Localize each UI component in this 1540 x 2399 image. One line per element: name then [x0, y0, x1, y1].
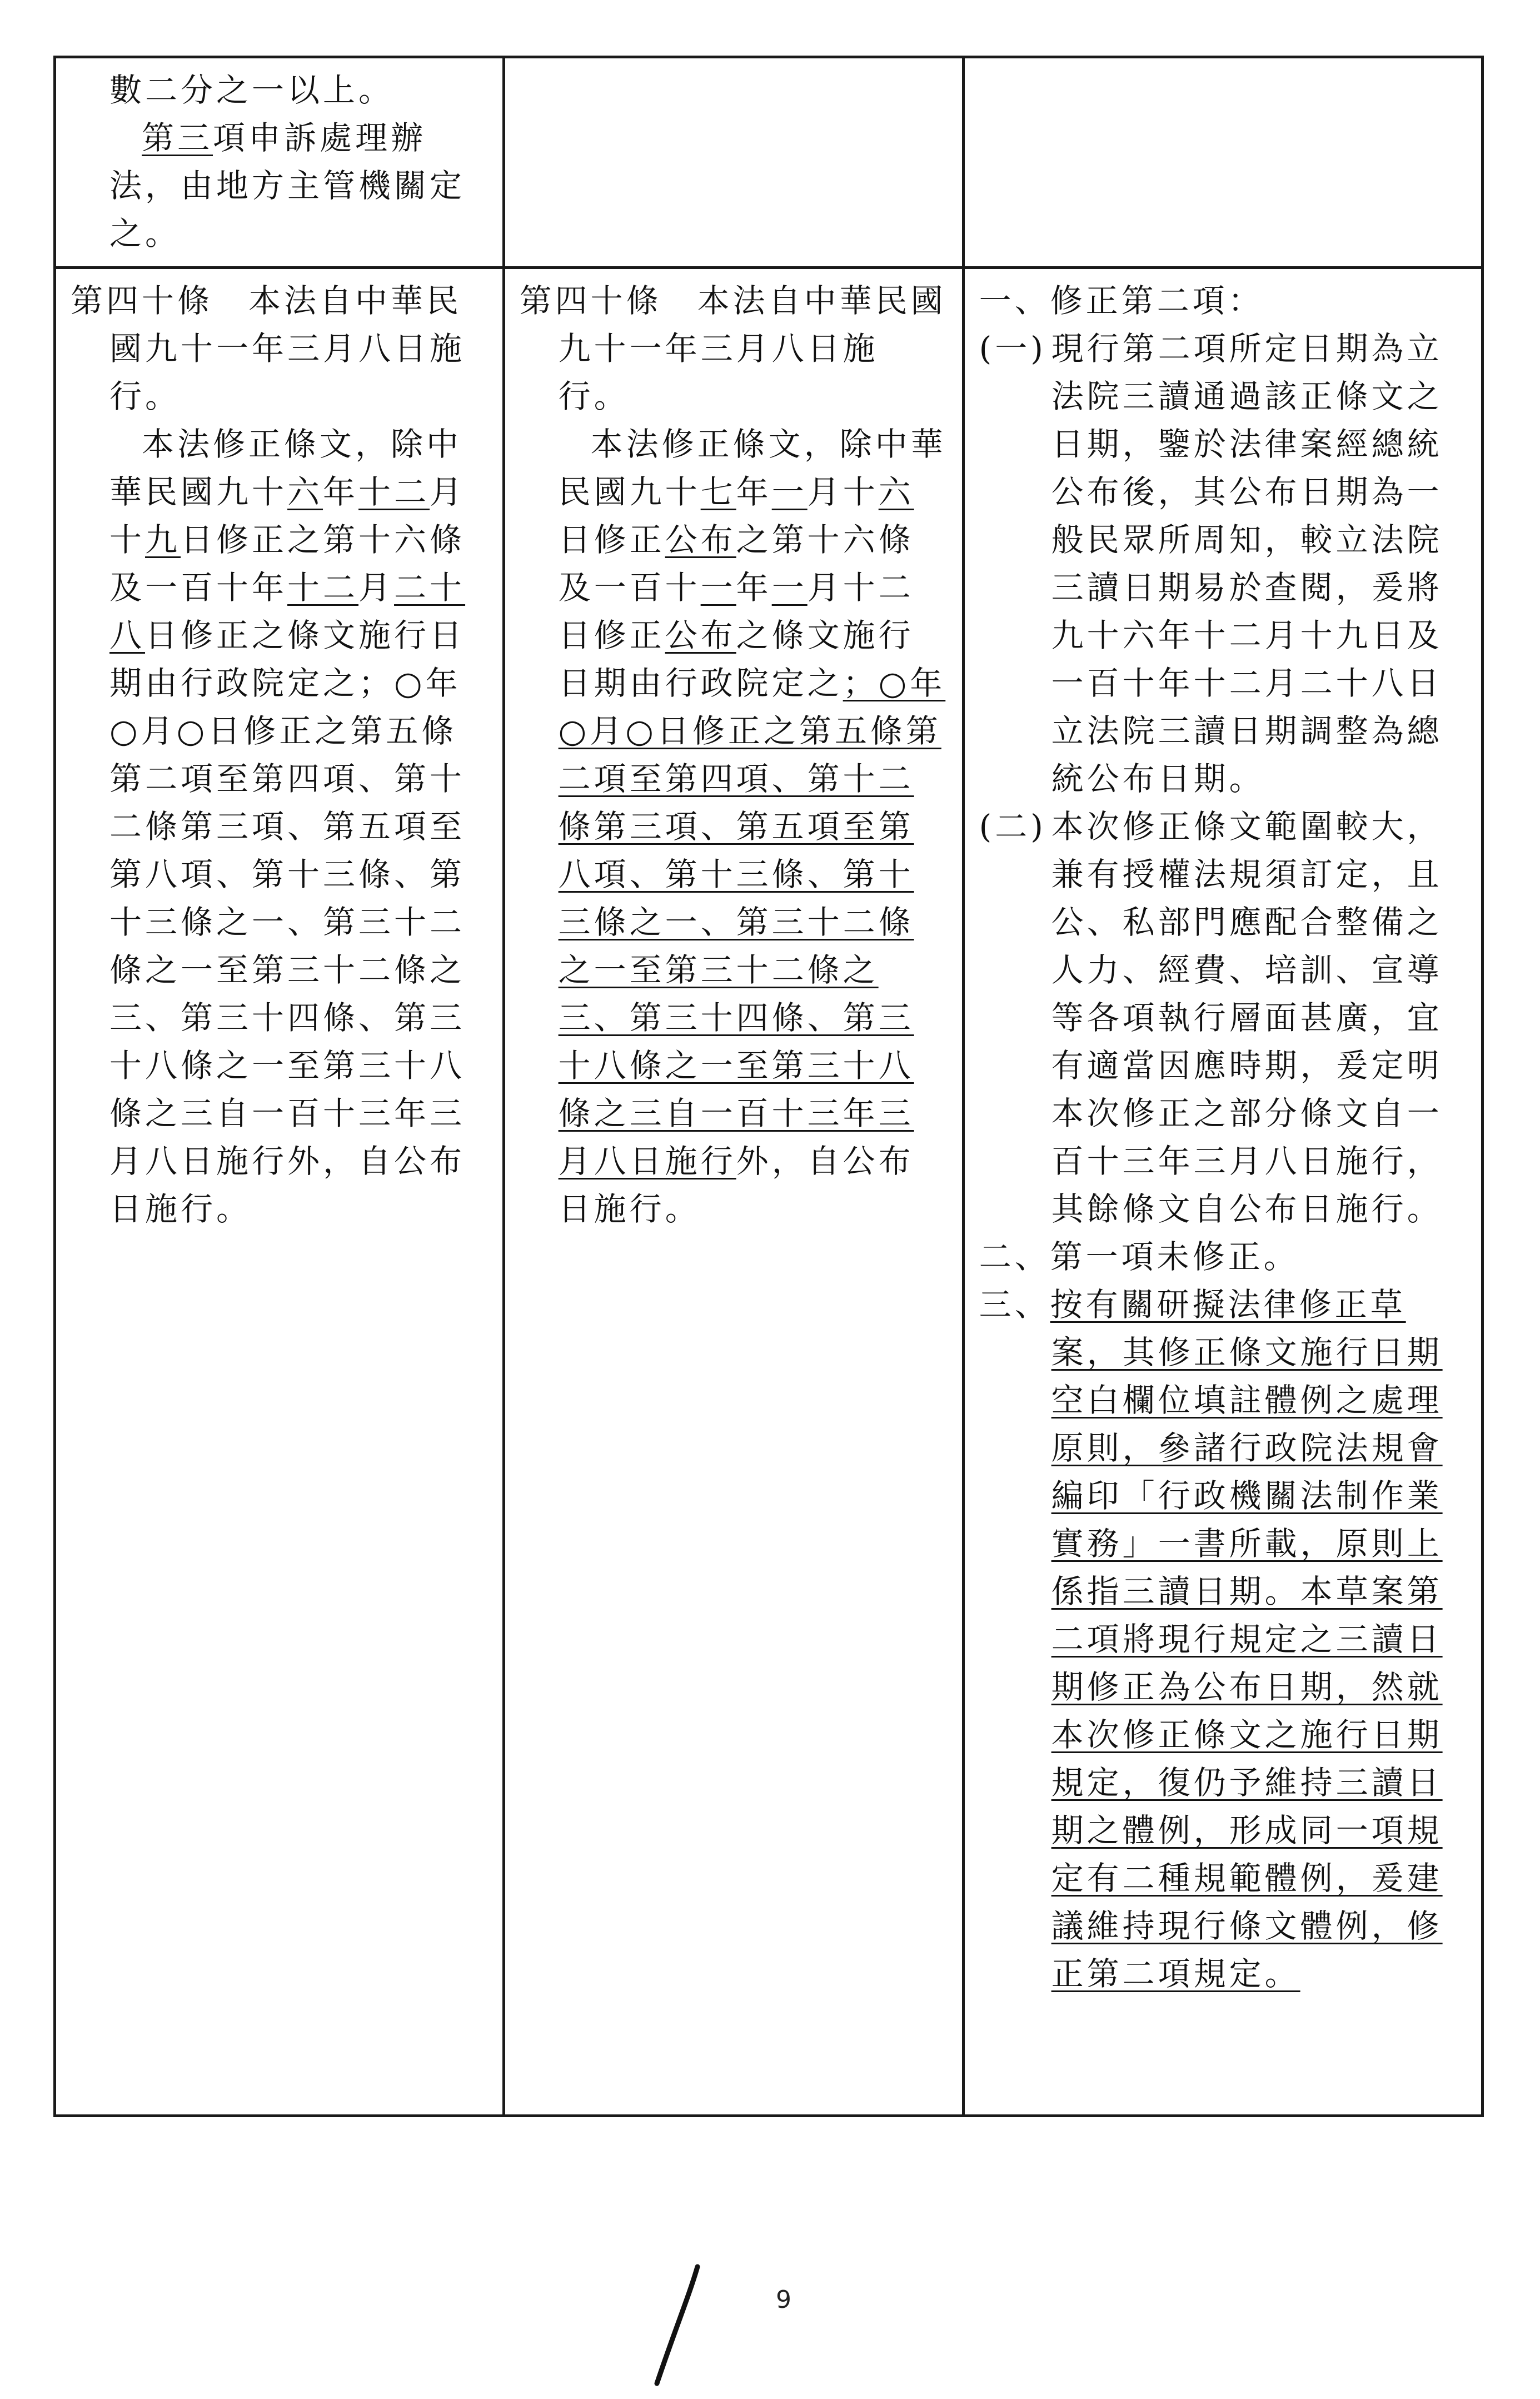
underlined-text: 七 — [700, 473, 736, 511]
amended-article-para-2 — [520, 420, 948, 1233]
underlined-text: 十二 — [287, 569, 359, 606]
note-subitem-1 — [979, 325, 1467, 803]
table-row-continued — [55, 57, 1483, 268]
text-span: 月十 — [109, 473, 466, 559]
note-item-3 — [979, 1281, 1467, 1998]
cell-empty-right — [963, 57, 1482, 268]
text-span: 年 — [736, 569, 772, 606]
article-text: 本法自中華民國九十一年三月八日施行。 — [558, 282, 946, 415]
underlined-text: 六 — [878, 473, 914, 511]
cell-amended-article — [504, 268, 963, 2116]
current-article-para-1 — [71, 277, 488, 420]
note-item-2 — [979, 1233, 1467, 1281]
underlined-text: ；○年○月○日修正之第五條第二項至第四項、第十二條第三項、第五項至第八項、第十三條、第十三條之一、第三十二條之一至第三十二條之三、第三十四條、第三十八條之一至第三十八條之三自一百十三年三月八日施行 — [558, 664, 946, 1180]
text-span: 之第十六條及一百十 — [558, 521, 914, 606]
text-span: 本法修正條文，除中華民國九十 — [558, 425, 946, 511]
list-label: (一) — [979, 330, 1046, 367]
text-span: 日修正 — [558, 521, 665, 559]
list-label: 一、 — [979, 282, 1050, 320]
note-subitem-2 — [979, 803, 1467, 1233]
continued-line-4: 之。 — [109, 215, 181, 252]
continued-line-1: 數二分之一以上。 — [109, 71, 395, 109]
text-span: 年 — [736, 473, 772, 511]
table-row-article-40 — [55, 268, 1483, 2116]
text-span: 項申訴處理辦 — [213, 119, 427, 157]
continued-line-2 — [71, 114, 488, 162]
text-span: 之條文施行日期由行政院定之 — [558, 616, 914, 702]
cell-current-article — [55, 268, 504, 2116]
article-number: 第四十條 — [71, 282, 213, 320]
underlined-text: 二十八 — [109, 569, 466, 654]
list-text: 本次修正條文範圍較大，兼有授權法規須訂定，且公、私部門應配合整備之人力、經費、培訓、宣導等各項執行層面甚廣，宜有適當因應時期，爰定明本次修正之部分條文自一百十三年三月八日施行，其餘條文自公布日施行。 — [1051, 808, 1443, 1228]
list-label: 三、 — [979, 1286, 1050, 1323]
list-label: 二、 — [979, 1238, 1050, 1276]
underlined-text: 一 — [771, 473, 808, 511]
list-label: (二) — [979, 808, 1046, 845]
underlined-text: 按有關研擬法律修正草案，其修正條文施行日期空白欄位填註體例之處理原則，參諸行政院法規會編印「行政機關法制作業實務」一書所載，原則上係指三讀日期。本草案第二項將現行規定之三讀日期修正為公布日期，然就本次修正條文之施行日期規定，復仍予維持三讀日期之體例，形成同一項規定有二種規範體例，爰建議維持現行條文體例，修正第二項規定。 — [1050, 1286, 1443, 1993]
comparison-table — [53, 56, 1484, 2117]
text-span: 年 — [323, 473, 359, 511]
underlined-text: 公布 — [665, 616, 736, 654]
handwritten-stroke-mark — [645, 2262, 711, 2390]
underlined-text: 公布 — [665, 521, 736, 559]
list-text: 現行第二項所定日期為立法院三讀通過該正條文之日期，鑒於法律案經總統公布後，其公布日期為一般民眾所周知，較立法院三讀日期易於查閱，爰將九十六年十二月十九日及一百十年十二月二十八日立法院三讀日期調整為總統公布日期。 — [1051, 330, 1443, 798]
article-number: 第四十條 — [519, 282, 662, 320]
text-span: 月十 — [807, 473, 879, 511]
text-span: 日修正之條文施行日期由行政院定之；○年○月○日修正之第五條第二項至第四項、第十二條第三項、第五項至第八項、第十三條、第十三條之一、第三十二條之一至第三十二條之三、第三十四條、第三十八條之一至第三十八條之三自一百十三年三月八日施行外，自公布日施行。 — [109, 616, 466, 1228]
cell-continued-text — [55, 57, 504, 268]
underlined-text: 六 — [287, 473, 323, 511]
text-span: 月十二日修正 — [558, 569, 914, 654]
continued-line-3: 法，由地方主管機關定 — [109, 167, 466, 205]
cell-explanation — [963, 268, 1482, 2116]
underlined-text: 一 — [700, 569, 736, 606]
page-number: 9 — [776, 2286, 791, 2314]
cell-empty-middle — [504, 57, 963, 268]
underlined-text: 十二 — [358, 473, 430, 511]
list-text: 第一項未修正。 — [1050, 1238, 1299, 1276]
current-article-para-2 — [71, 420, 488, 1233]
article-text: 本法自中華民國九十一年三月八日施行。 — [109, 282, 466, 415]
text-span: 本法修正條文，除中華民國九十 — [109, 425, 462, 511]
text-span: 月 — [358, 569, 395, 606]
text-span: 外，自公布日施行。 — [558, 1142, 914, 1228]
underlined-text: 一 — [771, 569, 808, 606]
underlined-text: 第三 — [142, 119, 213, 157]
underlined-text: 九 — [145, 521, 181, 559]
note-item-1 — [979, 277, 1467, 325]
list-text: 修正第二項： — [1050, 282, 1264, 320]
amended-article-para-1 — [520, 277, 948, 420]
text-span: 日修正之第十六條及一百十年 — [109, 521, 466, 606]
